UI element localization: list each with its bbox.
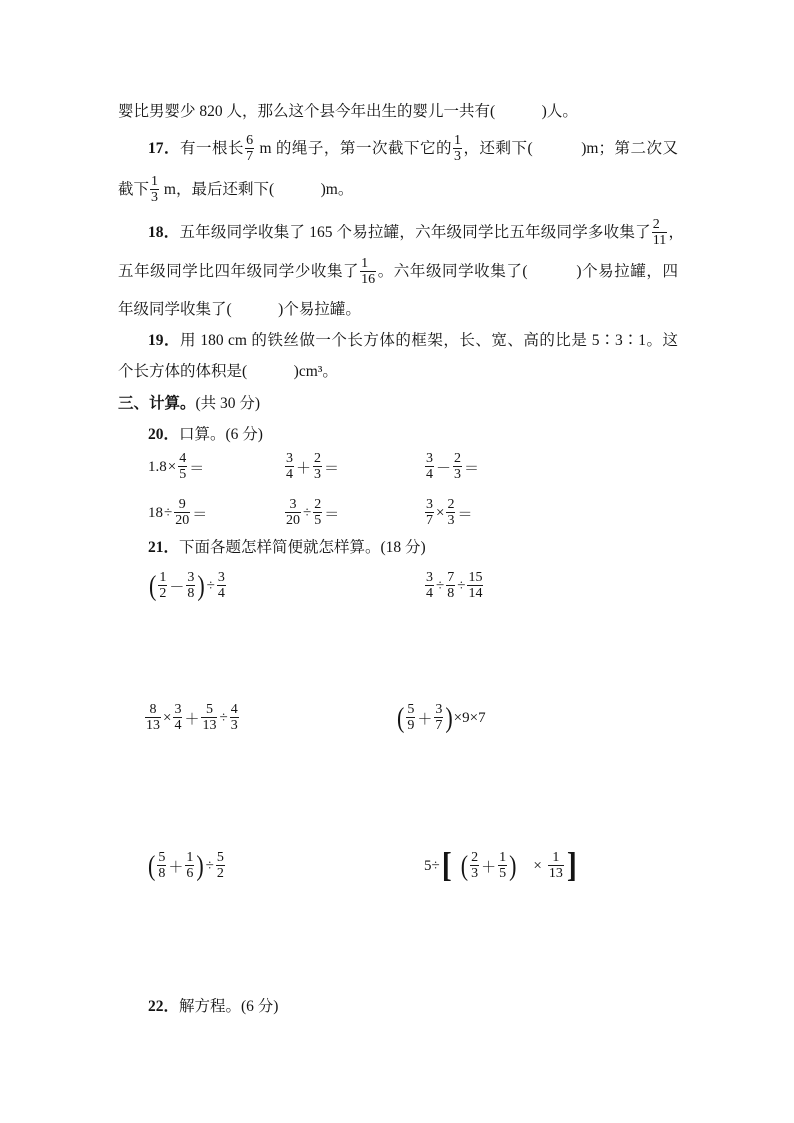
denominator: 13	[202, 717, 217, 733]
denominator: 4	[286, 466, 293, 482]
text-run: m。	[325, 181, 354, 198]
numerator: 5	[201, 703, 217, 718]
text-run: 五年级同学比四年级同学少收集了	[118, 263, 360, 280]
simplify-problem-4	[396, 700, 486, 736]
denominator: 2	[159, 585, 167, 601]
operator: －	[169, 579, 185, 596]
parenthesis: (	[460, 849, 469, 882]
text-run: ×9×7	[453, 709, 486, 726]
denominator: 7	[435, 717, 443, 733]
text-run: 1.8	[148, 458, 167, 475]
fraction	[150, 175, 159, 204]
parenthesis: )	[445, 701, 453, 734]
fraction	[498, 851, 507, 880]
operator: ＝	[324, 460, 340, 477]
denominator: 14	[468, 585, 483, 601]
fraction	[446, 571, 455, 600]
text-run: 解方程。(6 分)	[179, 998, 279, 1015]
parenthesis: (	[397, 701, 405, 734]
fraction	[313, 452, 322, 481]
fraction	[313, 498, 322, 527]
denominator: 2	[216, 865, 224, 881]
denominator: 6	[186, 865, 194, 881]
fraction	[201, 703, 217, 732]
text-run: 截下	[118, 181, 150, 198]
numerator: 3	[426, 450, 433, 466]
question-number: 19．	[148, 332, 181, 349]
fraction	[406, 703, 415, 732]
fraction	[178, 452, 187, 481]
text-run: 下面各题怎样简便就怎样算。(18 分)	[179, 539, 426, 556]
fraction	[174, 498, 190, 527]
fraction	[425, 498, 434, 527]
mental-math-item-5	[284, 495, 340, 531]
denominator: 16	[361, 271, 376, 287]
numerator: 1	[454, 132, 461, 148]
operator: ×	[167, 458, 177, 475]
denominator: 11	[652, 232, 667, 248]
denominator: 4	[217, 585, 225, 601]
denominator: 9	[407, 717, 415, 733]
square-bracket: ]	[566, 846, 577, 885]
text-run: 婴比男婴少 820 人，那么这个县今年出生的婴儿一共有	[118, 103, 491, 120]
operator: ＝	[457, 506, 473, 523]
question-19-line-2	[118, 357, 338, 387]
fraction	[158, 571, 167, 600]
numerator: 1	[186, 849, 194, 865]
numerator: 4	[230, 701, 238, 717]
denominator: 3	[454, 148, 461, 164]
parenthesis: (	[148, 849, 156, 882]
numerator: 2	[447, 496, 455, 512]
parenthesis: )	[197, 569, 205, 602]
fraction	[360, 257, 376, 286]
question-21-title	[148, 533, 426, 563]
operator: ÷	[303, 504, 312, 521]
numerator: 1	[360, 257, 376, 272]
fraction	[425, 452, 434, 481]
numerator: 7	[447, 569, 455, 585]
operator: ÷	[164, 504, 173, 521]
question-number: 18．	[148, 224, 180, 241]
denominator: 3	[447, 512, 455, 528]
numerator: 2	[652, 218, 667, 233]
numerator: 3	[426, 496, 433, 512]
denominator: 13	[548, 865, 563, 881]
text-run: 个长方体的体积是	[118, 363, 243, 380]
denominator: 4	[174, 717, 182, 733]
numerator: 2	[314, 450, 322, 466]
numerator: 1	[499, 849, 507, 865]
denominator: 20	[175, 512, 190, 528]
operator: ＝	[189, 460, 205, 477]
text-run: 口算。(6 分)	[179, 426, 263, 443]
operator: ＝	[324, 506, 340, 523]
question-number: 17．	[148, 140, 181, 157]
operator: ×	[533, 857, 542, 874]
question-number: 20．	[148, 426, 180, 443]
question-number: 22．	[148, 998, 180, 1015]
question-18-line-1	[148, 218, 684, 248]
text-run: (共 30 分)	[195, 395, 261, 412]
mental-math-item-3	[424, 449, 480, 485]
text-run: m 的绳子，第一次截下它的	[255, 140, 452, 157]
fraction	[245, 134, 254, 163]
denominator: 13	[146, 717, 160, 733]
text-run: m，最后还剩下	[160, 181, 269, 198]
denominator: 5	[314, 512, 322, 528]
denominator: 7	[426, 512, 433, 528]
operator: ÷	[436, 577, 445, 594]
answer-blank: ( )	[522, 263, 582, 280]
simplify-problem-1	[148, 568, 227, 604]
operator: ＋	[184, 711, 200, 728]
fraction	[434, 703, 443, 732]
text-run: ，	[668, 224, 684, 241]
operator: ×	[436, 504, 445, 521]
denominator: 7	[246, 148, 254, 164]
fraction	[548, 851, 564, 880]
numerator: 3	[217, 569, 225, 585]
section-heading: 三、计算。	[118, 395, 196, 412]
numerator: 15	[468, 569, 483, 585]
numerator: 3	[426, 569, 433, 585]
answer-blank: ( )	[527, 140, 587, 157]
numerator: 3	[187, 569, 195, 585]
numerator: 9	[174, 498, 190, 513]
numerator: 5	[158, 849, 166, 865]
text-run: 人。	[546, 103, 578, 120]
operator: ÷	[206, 577, 215, 594]
question-17-line-1	[148, 134, 678, 164]
parenthesis: (	[149, 569, 157, 602]
numerator: 6	[246, 132, 254, 148]
numerator: 1	[548, 851, 564, 866]
fraction	[186, 571, 195, 600]
fraction	[173, 703, 182, 732]
numerator: 3	[286, 450, 293, 466]
fraction	[285, 452, 294, 481]
mental-math-item-1	[148, 449, 205, 485]
text-run: 18	[148, 504, 163, 521]
numerator: 1	[151, 173, 159, 189]
denominator: 3	[471, 865, 479, 881]
denominator: 5	[499, 865, 507, 881]
operator: ＝	[192, 506, 208, 523]
denominator: 8	[447, 585, 455, 601]
operator: ＋	[296, 460, 312, 477]
fraction	[467, 571, 483, 600]
numerator: 3	[435, 701, 443, 717]
fraction	[185, 851, 194, 880]
fraction	[453, 452, 462, 481]
mental-math-item-2	[284, 449, 340, 485]
text-run: 有一根长	[180, 140, 245, 157]
text-run: 。六年级同学收集了	[377, 263, 523, 280]
denominator: 20	[286, 512, 300, 528]
numerator: 8	[145, 703, 161, 718]
question-19-line-1	[148, 326, 678, 356]
operator: ＋	[417, 711, 433, 728]
denominator: 3	[230, 717, 238, 733]
numerator: 2	[471, 849, 479, 865]
question-18-line-2	[118, 257, 678, 287]
simplify-problem-6	[424, 848, 579, 884]
numerator: 2	[454, 450, 462, 466]
answer-blank: ( )	[242, 363, 299, 380]
section-3-heading	[118, 389, 260, 419]
mental-math-item-4	[148, 495, 208, 531]
text-run: 年级同学收集了	[118, 301, 227, 318]
question-20-title	[148, 420, 263, 450]
denominator: 4	[426, 585, 433, 601]
fraction	[453, 134, 462, 163]
text-run: 五年级同学收集了 165 个易拉罐，六年级同学比五年级同学多收集了	[179, 224, 651, 241]
question-22-title	[148, 992, 278, 1022]
answer-blank: ( )	[268, 181, 326, 198]
numerator: 5	[216, 849, 224, 865]
fraction	[285, 498, 301, 527]
operator: －	[436, 460, 452, 477]
numerator: 3	[285, 498, 301, 513]
fraction	[230, 703, 239, 732]
operator: ＋	[168, 859, 184, 876]
operator: ＋	[481, 859, 497, 876]
fraction	[157, 851, 166, 880]
fraction	[145, 703, 161, 732]
text-run: 用 180 cm 的铁丝做一个长方体的框架，长、宽、高的比是 5∶3∶1。这	[180, 332, 678, 349]
simplify-problem-5	[147, 848, 226, 884]
fraction	[216, 851, 225, 880]
text-run: 个易拉罐。	[283, 301, 361, 318]
operator: ÷	[457, 577, 466, 594]
text-run: 个易拉罐，四	[581, 263, 678, 280]
fraction	[470, 851, 479, 880]
denominator: 4	[426, 466, 433, 482]
numerator: 2	[314, 496, 322, 512]
question-number: 21．	[148, 539, 180, 556]
denominator: 3	[151, 189, 159, 205]
denominator: 5	[179, 466, 187, 482]
fraction	[425, 571, 434, 600]
denominator: 3	[454, 466, 462, 482]
denominator: 8	[158, 865, 166, 881]
mental-math-item-6	[424, 495, 473, 531]
simplify-problem-3	[144, 700, 240, 736]
fraction	[652, 218, 667, 247]
text-run: ，还剩下	[463, 140, 528, 157]
question-16-continuation	[118, 97, 578, 127]
numerator: 5	[407, 701, 415, 717]
parenthesis: )	[509, 849, 517, 882]
question-18-line-3	[118, 295, 361, 325]
simplify-problem-2	[424, 568, 484, 604]
square-bracket: [	[441, 846, 452, 885]
fraction	[217, 571, 226, 600]
numerator: 3	[174, 701, 182, 717]
numerator: 1	[159, 569, 167, 585]
operator: ×	[163, 709, 172, 726]
question-17-line-2	[118, 175, 353, 205]
numerator: 4	[179, 450, 187, 466]
fraction	[446, 498, 455, 527]
operator: ＝	[464, 460, 480, 477]
denominator: 3	[314, 466, 322, 482]
answer-blank: ( )	[226, 301, 284, 318]
text-run: cm³。	[298, 363, 338, 380]
operator: ÷	[205, 857, 214, 874]
answer-blank: ( )	[490, 103, 547, 120]
parenthesis: )	[196, 849, 204, 882]
denominator: 8	[187, 585, 195, 601]
operator: ÷	[219, 709, 228, 726]
text-run: m；第二次又	[586, 140, 678, 157]
text-run: 5÷	[424, 857, 440, 874]
